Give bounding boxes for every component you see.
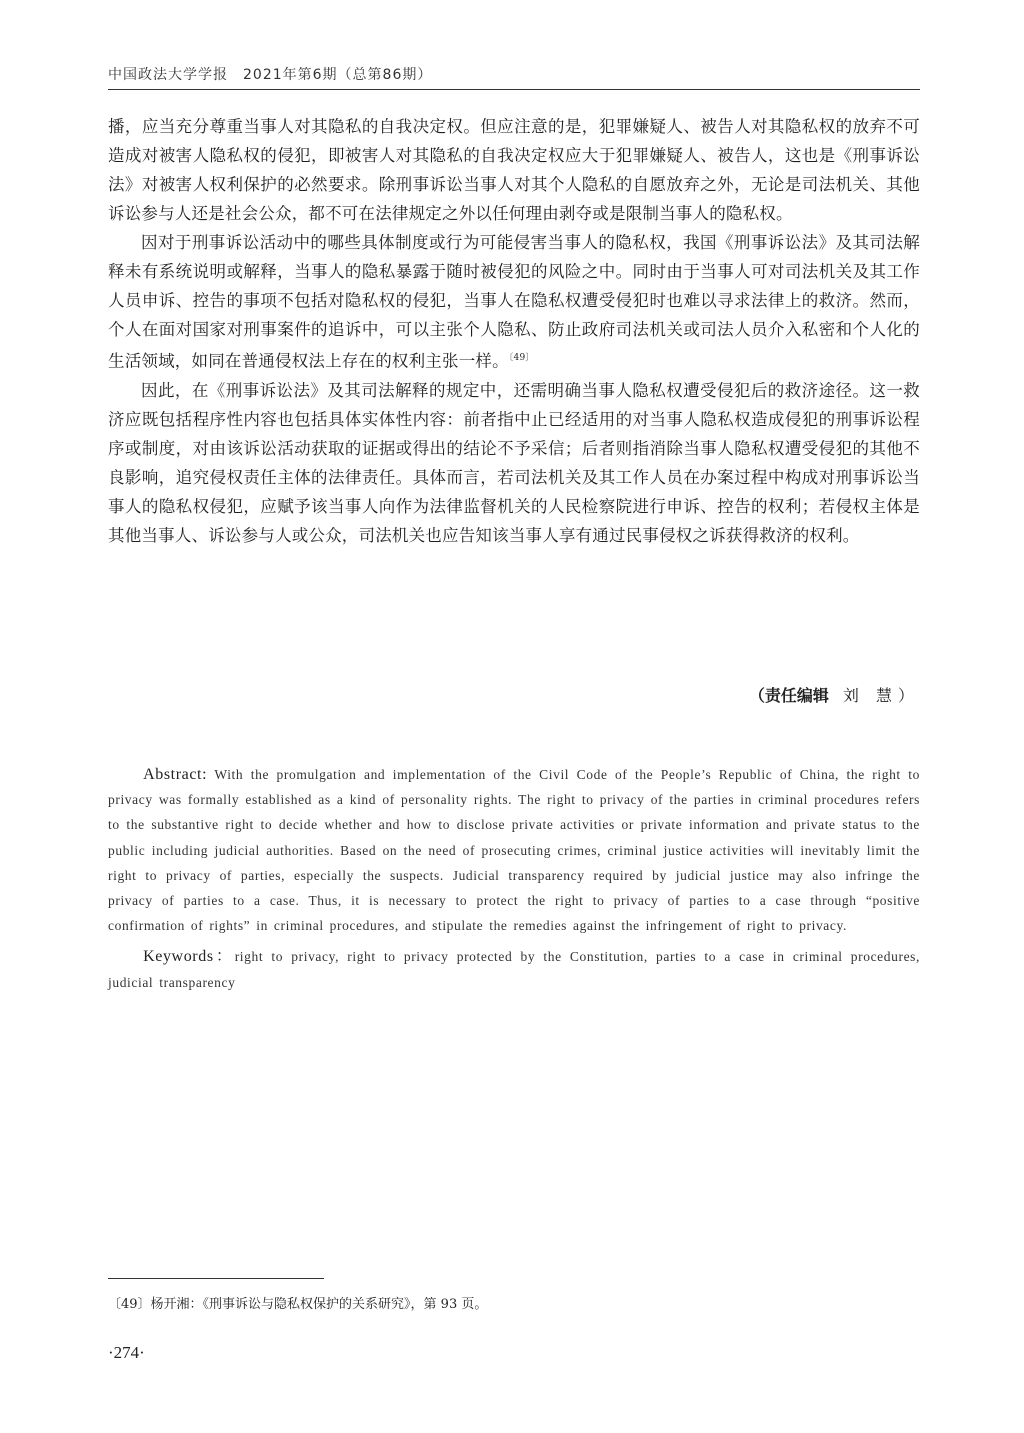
header-divider xyxy=(108,89,920,90)
responsible-editor xyxy=(108,683,920,706)
running-header: 中国政法大学学报 2021年第6期（总第86期） xyxy=(108,67,433,83)
keywords-paragraph xyxy=(108,944,920,994)
article-body xyxy=(108,112,920,550)
english-abstract xyxy=(108,762,920,995)
footnote-divider xyxy=(108,1278,324,1279)
footnote-reference[interactable]: 〔49〕 xyxy=(508,353,535,363)
editor-label: （责任编辑 xyxy=(748,686,829,705)
body-paragraph-3: 因此，在《刑事诉讼法》及其司法解释的规定中，还需明确当事人隐私权遭受侵犯后的救济途径。这一救济应既包括程序性内容也包括具体实体性内容：前者指中止已经适用的对当事人隐私权造成侵犯的刑事诉讼程序或制度，对由该诉讼活动获取的证据或得出的结论不予采信；后者则指消除当事人隐私权遭受侵犯的其他不良影响，追究侵权责任主体的法律责任。具体而言，若司法机关及其工作人员在办案过程中构成对刑事诉讼当事人的隐私权侵犯，应赋予该当事人向作为法律监督机关的人民检察院进行申诉、控告的权利；若侵权主体是其他当事人、诉讼参与人或公众，司法机关也应告知该当事人享有通过民事侵权之诉获得救济的权利。 xyxy=(108,380,920,545)
editor-name: 刘 慧） xyxy=(842,686,920,705)
abstract-paragraph xyxy=(108,762,920,938)
body-paragraph-1: 播，应当充分尊重当事人对其隐私的自我决定权。但应注意的是，犯罪嫌疑人、被告人对其隐私权的放弃不可造成对被害人隐私权的侵犯，即被害人对其隐私的自我决定权应大于犯罪嫌疑人、被告人，这也是《刑事诉讼法》对被害人权利保护的必然要求。除刑事诉讼当事人对其个人隐私的自愿放弃之外，无论是司法机关、其他诉讼参与人还是社会公众，都不可在法律规定之外以任何理由剥夺或是限制当事人的隐私权。 xyxy=(108,117,920,223)
keywords-text: right to privacy, right to privacy protected by the Constitution, parties to a case in criminal procedures, judicial transparency xyxy=(108,949,920,990)
page-number: ·274· xyxy=(108,1343,145,1362)
keywords-label: Keywords： xyxy=(143,948,235,966)
abstract-text: With the promulgation and implementation of the Civil Code of the People’s Republic of China, the right to privacy was formally established as a kind of personality rights. The right to privacy of the parties in criminal procedures refers to the substantive right to decide whether and how to disclose private activities or private information and private status to the public including judicial authorities. Based on the need of prosecuting crimes, criminal justice activities will inevitably limit the right to privacy of parties, especially the suspects. Judicial transparency required by judicial justice may also infringe the privacy of parties to a case. Thus, it is necessary to protect the right to privacy of parties to a case through “positive confirmation of rights” in criminal procedures, and stipulate the remedies against the infringement of right to privacy. xyxy=(108,767,920,934)
body-paragraph-2 xyxy=(108,228,920,376)
body-paragraph-2-text: 因对于刑事诉讼活动中的哪些具体制度或行为可能侵害当事人的隐私权，我国《刑事诉讼法》及其司法解释未有系统说明或解释，当事人的隐私暴露于随时被侵犯的风险之中。同时由于当事人可对司法机关及其工作人员申诉、控告的事项不包括对隐私权的侵犯，当事人在隐私权遭受侵犯时也难以寻求法律上的救济。然而，个人在面对国家对刑事案件的追诉中，可以主张个人隐私、防止政府司法机关或司法人员介入私密和个人化的生活领域，如同在普通侵权法上存在的权利主张一样。 xyxy=(108,233,920,371)
abstract-label: Abstract: xyxy=(143,766,208,783)
footnote-49: 〔49〕杨开湘：《刑事诉讼与隐私权保护的关系研究》，第 93 页。 xyxy=(108,1297,488,1312)
